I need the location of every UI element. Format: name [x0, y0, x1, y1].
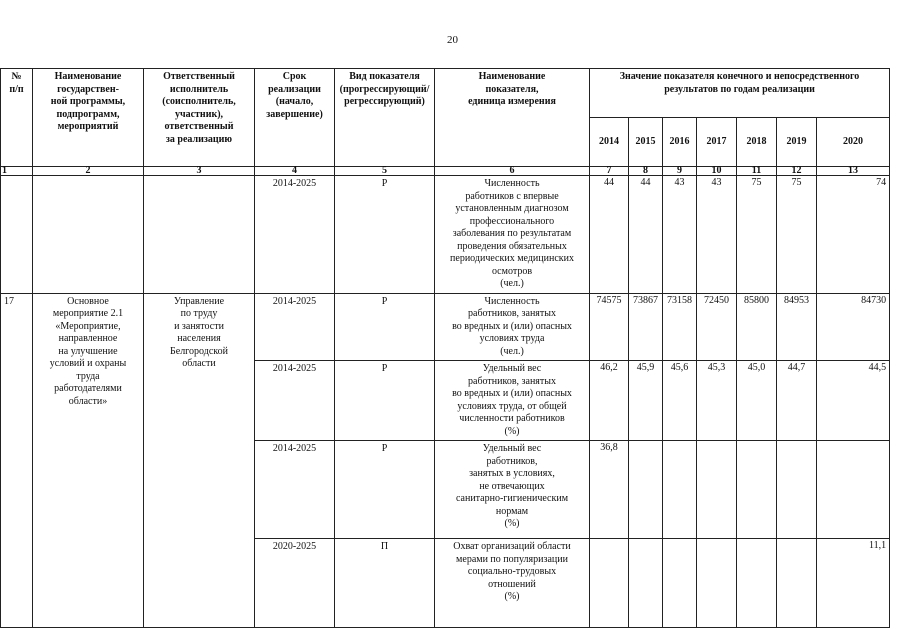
cell-value — [663, 539, 697, 628]
column-number: 7 — [590, 167, 629, 176]
header-year: 2015 — [629, 118, 663, 167]
cell-value: 44,5 — [817, 361, 890, 441]
header-indicator-name: Наименование показателя, единица измерения — [435, 69, 590, 167]
header-indicator-type: Вид показателя (прогрессирующий/ регрессирующий) — [335, 69, 435, 167]
cell-indicator-type: Р — [335, 361, 435, 441]
cell-value: 45,0 — [737, 361, 777, 441]
cell-indicator-type: Р — [335, 441, 435, 539]
cell-value: 45,3 — [697, 361, 737, 441]
cell-value: 11,1 — [817, 539, 890, 628]
cell-term: 2020-2025 — [255, 539, 335, 628]
cell-indicator-name: Охват организаций области мерами по популяризации социально-трудовых отношений (%) — [435, 539, 590, 628]
column-number: 5 — [335, 167, 435, 176]
column-number: 4 — [255, 167, 335, 176]
column-number: 10 — [697, 167, 737, 176]
cell-value: 45,6 — [663, 361, 697, 441]
cell-value — [737, 441, 777, 539]
cell-indicator-type: Р — [335, 293, 435, 361]
cell-value — [697, 441, 737, 539]
cell-value: 44,7 — [777, 361, 817, 441]
cell-value: 46,2 — [590, 361, 629, 441]
column-number: 12 — [777, 167, 817, 176]
cell-value: 84730 — [817, 293, 890, 361]
table-row — [1, 293, 890, 361]
header-year: 2018 — [737, 118, 777, 167]
header-term: Срок реализации (начало, завершение) — [255, 69, 335, 167]
cell-term: 2014-2025 — [255, 361, 335, 441]
column-number: 11 — [737, 167, 777, 176]
cell-number: 17 — [1, 293, 33, 628]
column-number: 1 — [1, 167, 33, 176]
cell-value: 85800 — [737, 293, 777, 361]
cell-value — [629, 441, 663, 539]
cell-value — [590, 539, 629, 628]
cell-value — [663, 441, 697, 539]
page-number: 20 — [447, 34, 458, 46]
cell-number — [1, 176, 33, 294]
indicators-table — [0, 68, 890, 628]
column-number: 2 — [33, 167, 144, 176]
cell-value — [817, 441, 890, 539]
cell-value: 74575 — [590, 293, 629, 361]
column-number: 6 — [435, 167, 590, 176]
cell-value: 44 — [590, 176, 629, 294]
header-executor: Ответственный исполнитель (соисполнитель, участник), ответственный за реализацию — [144, 69, 255, 167]
cell-value: 73158 — [663, 293, 697, 361]
cell-value: 43 — [663, 176, 697, 294]
cell-indicator-name: Удельный вес работников, занятых в условиях, не отвечающих санитарно-гигиеническим нормам (%) — [435, 441, 590, 539]
cell-indicator-type: Р — [335, 176, 435, 294]
cell-indicator-type: П — [335, 539, 435, 628]
cell-value — [777, 441, 817, 539]
column-numbers-row — [1, 167, 890, 176]
cell-value — [697, 539, 737, 628]
header-program-name: Наименование государствен- ной программы, подпрограмм, мероприятий — [33, 69, 144, 167]
cell-executor: Управление по труду и занятости населения Белгородской области — [144, 293, 255, 628]
cell-indicator-name: Численность работников с впервые установленным диагнозом профессионального заболевания по результатам проведения обязательных периодических медицинских осмотров (чел.) — [435, 176, 590, 294]
cell-value: 84953 — [777, 293, 817, 361]
cell-program-name: Основное мероприятие 2.1 «Мероприятие, направленное на улучшение условий и охраны труда работодателями области» — [33, 293, 144, 628]
cell-value: 45,9 — [629, 361, 663, 441]
cell-value: 43 — [697, 176, 737, 294]
cell-indicator-name: Удельный вес работников, занятых во вредных и (или) опасных условиях труда, от общей численности работников (%) — [435, 361, 590, 441]
header-year: 2017 — [697, 118, 737, 167]
cell-value — [737, 539, 777, 628]
cell-term: 2014-2025 — [255, 176, 335, 294]
cell-value: 73867 — [629, 293, 663, 361]
cell-value: 74 — [817, 176, 890, 294]
column-number: 13 — [817, 167, 890, 176]
header-year: 2020 — [817, 118, 890, 167]
column-number: 9 — [663, 167, 697, 176]
table-row — [1, 176, 890, 294]
cell-program-name — [33, 176, 144, 294]
cell-value: 75 — [777, 176, 817, 294]
header-year: 2014 — [590, 118, 629, 167]
header-number: № п/п — [1, 69, 33, 167]
cell-value: 44 — [629, 176, 663, 294]
cell-value — [629, 539, 663, 628]
column-number: 8 — [629, 167, 663, 176]
cell-executor — [144, 176, 255, 294]
cell-value: 75 — [737, 176, 777, 294]
cell-indicator-name: Численность работников, занятых во вредных и (или) опасных условиях труда (чел.) — [435, 293, 590, 361]
cell-term: 2014-2025 — [255, 293, 335, 361]
cell-value: 72450 — [697, 293, 737, 361]
header-year: 2019 — [777, 118, 817, 167]
cell-value: 36,8 — [590, 441, 629, 539]
header-year: 2016 — [663, 118, 697, 167]
column-number: 3 — [144, 167, 255, 176]
cell-value — [777, 539, 817, 628]
header-values-group: Значение показателя конечного и непосредственного результатов по годам реализации — [590, 69, 890, 118]
cell-term: 2014-2025 — [255, 441, 335, 539]
